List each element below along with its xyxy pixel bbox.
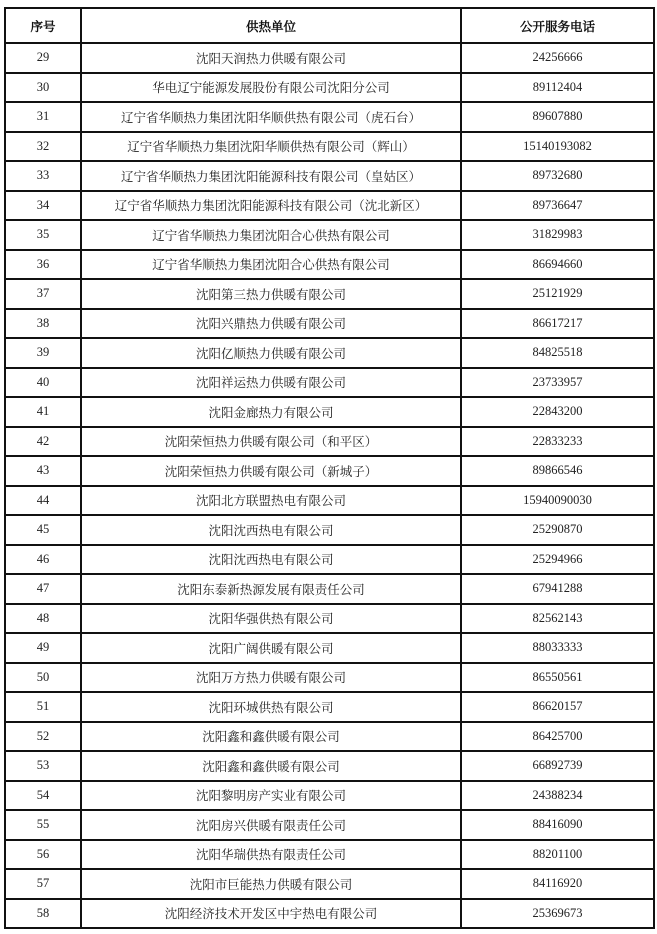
row-index: 35 [5,220,81,250]
row-phone: 25290870 [461,515,654,545]
table-row [5,132,654,162]
row-index: 58 [5,899,81,929]
table-row [5,456,654,486]
row-phone: 89607880 [461,102,654,132]
table-row [5,43,654,73]
row-phone: 86550561 [461,663,654,693]
table-row [5,663,654,693]
row-unit-name: 辽宁省华顺热力集团沈阳能源科技有限公司（沈北新区） [81,191,461,221]
row-unit-name: 沈阳经济技术开发区中宇热电有限公司 [81,899,461,929]
row-unit-name: 沈阳荣恒热力供暖有限公司（和平区） [81,427,461,457]
row-phone: 67941288 [461,574,654,604]
table-row [5,722,654,752]
table-row [5,574,654,604]
row-index: 57 [5,869,81,899]
row-phone: 86694660 [461,250,654,280]
header-index: 序号 [5,8,81,43]
row-phone: 66892739 [461,751,654,781]
row-index: 50 [5,663,81,693]
row-unit-name: 沈阳广阔供暖有限公司 [81,633,461,663]
row-phone: 89112404 [461,73,654,103]
table-header-row [5,8,654,43]
row-unit-name: 沈阳鑫和鑫供暖有限公司 [81,722,461,752]
row-index: 33 [5,161,81,191]
row-phone: 86617217 [461,309,654,339]
row-unit-name: 沈阳万方热力供暖有限公司 [81,663,461,693]
table-row [5,427,654,457]
row-unit-name: 沈阳亿顺热力供暖有限公司 [81,338,461,368]
row-unit-name: 沈阳第三热力供暖有限公司 [81,279,461,309]
table-row [5,368,654,398]
row-index: 41 [5,397,81,427]
row-index: 54 [5,781,81,811]
table-row [5,633,654,663]
table-row [5,869,654,899]
row-phone: 84116920 [461,869,654,899]
row-index: 42 [5,427,81,457]
row-index: 45 [5,515,81,545]
row-phone: 25369673 [461,899,654,929]
row-unit-name: 辽宁省华顺热力集团沈阳华顺供热有限公司（辉山） [81,132,461,162]
row-index: 32 [5,132,81,162]
row-phone: 86620157 [461,692,654,722]
row-unit-name: 沈阳荣恒热力供暖有限公司（新城子） [81,456,461,486]
row-unit-name: 沈阳兴鼎热力供暖有限公司 [81,309,461,339]
table-row [5,692,654,722]
row-index: 47 [5,574,81,604]
header-phone: 公开服务电话 [461,8,654,43]
row-unit-name: 沈阳沈西热电有限公司 [81,515,461,545]
row-unit-name: 辽宁省华顺热力集团沈阳合心供热有限公司 [81,250,461,280]
row-index: 40 [5,368,81,398]
table-row [5,220,654,250]
row-index: 29 [5,43,81,73]
table-row [5,338,654,368]
row-phone: 89736647 [461,191,654,221]
row-unit-name: 辽宁省华顺热力集团沈阳能源科技有限公司（皇姑区） [81,161,461,191]
row-phone: 22843200 [461,397,654,427]
row-phone: 88201100 [461,840,654,870]
row-phone: 89732680 [461,161,654,191]
table-row [5,279,654,309]
row-index: 52 [5,722,81,752]
table-row [5,309,654,339]
row-unit-name: 沈阳天润热力供暖有限公司 [81,43,461,73]
table-row [5,810,654,840]
row-phone: 15140193082 [461,132,654,162]
row-index: 30 [5,73,81,103]
row-index: 55 [5,810,81,840]
row-unit-name: 沈阳北方联盟热电有限公司 [81,486,461,516]
row-index: 38 [5,309,81,339]
heating-units-table [4,7,655,929]
table-row [5,515,654,545]
row-phone: 22833233 [461,427,654,457]
row-index: 51 [5,692,81,722]
table-row [5,781,654,811]
row-index: 43 [5,456,81,486]
table-row [5,191,654,221]
row-phone: 82562143 [461,604,654,634]
row-index: 34 [5,191,81,221]
row-index: 48 [5,604,81,634]
row-unit-name: 沈阳华强供热有限公司 [81,604,461,634]
row-phone: 89866546 [461,456,654,486]
row-phone: 15940090030 [461,486,654,516]
table-row [5,73,654,103]
table-row [5,161,654,191]
row-phone: 84825518 [461,338,654,368]
table-row [5,751,654,781]
row-unit-name: 沈阳市巨能热力供暖有限公司 [81,869,461,899]
table-row [5,840,654,870]
row-unit-name: 辽宁省华顺热力集团沈阳华顺供热有限公司（虎石台） [81,102,461,132]
table-body [5,43,654,928]
row-index: 36 [5,250,81,280]
table-row [5,250,654,280]
row-unit-name: 沈阳黎明房产实业有限公司 [81,781,461,811]
row-unit-name: 沈阳环城供热有限公司 [81,692,461,722]
row-index: 53 [5,751,81,781]
row-phone: 25121929 [461,279,654,309]
row-phone: 31829983 [461,220,654,250]
row-phone: 23733957 [461,368,654,398]
row-index: 46 [5,545,81,575]
table-row [5,102,654,132]
table-row [5,545,654,575]
row-unit-name: 沈阳鑫和鑫供暖有限公司 [81,751,461,781]
row-unit-name: 辽宁省华顺热力集团沈阳合心供热有限公司 [81,220,461,250]
row-unit-name: 沈阳东泰新热源发展有限责任公司 [81,574,461,604]
row-unit-name: 沈阳祥运热力供暖有限公司 [81,368,461,398]
header-unit: 供热单位 [81,8,461,43]
row-unit-name: 沈阳金廊热力有限公司 [81,397,461,427]
row-index: 56 [5,840,81,870]
row-phone: 25294966 [461,545,654,575]
row-phone: 86425700 [461,722,654,752]
table-row [5,486,654,516]
table-row [5,899,654,929]
row-phone: 88033333 [461,633,654,663]
row-index: 49 [5,633,81,663]
table-row [5,604,654,634]
row-index: 39 [5,338,81,368]
table-row [5,397,654,427]
row-unit-name: 沈阳华瑞供热有限责任公司 [81,840,461,870]
row-index: 31 [5,102,81,132]
row-unit-name: 沈阳房兴供暖有限责任公司 [81,810,461,840]
row-phone: 88416090 [461,810,654,840]
row-phone: 24256666 [461,43,654,73]
row-phone: 24388234 [461,781,654,811]
row-unit-name: 沈阳沈西热电有限公司 [81,545,461,575]
row-index: 37 [5,279,81,309]
row-unit-name: 华电辽宁能源发展股份有限公司沈阳分公司 [81,73,461,103]
row-index: 44 [5,486,81,516]
